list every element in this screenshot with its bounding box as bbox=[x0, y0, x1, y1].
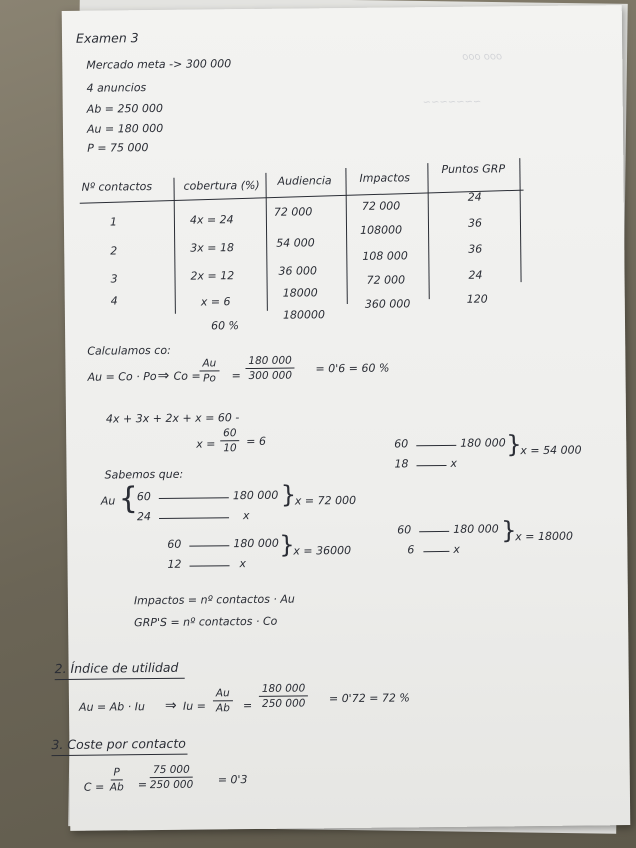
table-column-divider bbox=[265, 173, 268, 311]
proportion-result: x = 72 000 bbox=[294, 493, 357, 508]
fraction-denominator: Po bbox=[203, 372, 216, 385]
table-cell: 72 000 bbox=[361, 199, 401, 213]
fraction-numerator: 180 000 bbox=[259, 682, 309, 697]
grps-formula: GRP'S = nº contactos · Co bbox=[134, 614, 278, 630]
iu-equation-label: Iu = bbox=[182, 699, 207, 713]
proportion-value: 24 bbox=[136, 510, 152, 524]
fraction-numerator: 180 000 bbox=[245, 355, 295, 370]
proportion-line bbox=[159, 517, 229, 519]
table-cell: 24 bbox=[468, 268, 483, 282]
fraction-180000-300000 bbox=[245, 355, 295, 383]
table-cell: 72 000 bbox=[273, 205, 313, 219]
calc-result: = 0'6 = 60 % bbox=[315, 361, 390, 376]
section-3-heading: 3. Coste por contacto bbox=[51, 735, 186, 753]
ab-value: Ab = 250 000 bbox=[86, 101, 164, 116]
proportion-line bbox=[190, 565, 230, 567]
proportion-value: 60 bbox=[167, 537, 182, 551]
proportion-line bbox=[423, 551, 449, 553]
table-column-divider bbox=[427, 163, 430, 299]
fraction-denominator: 250 000 bbox=[261, 697, 306, 710]
column-header-audiencia: Audiencia bbox=[277, 174, 332, 188]
proportion-result: x = 18000 bbox=[515, 529, 574, 544]
calc-formula: Au = Co · Po bbox=[87, 369, 157, 384]
heading-underline bbox=[55, 678, 185, 681]
proportion-line bbox=[416, 465, 446, 467]
table-cell: 108 000 bbox=[362, 249, 408, 263]
table-column-divider bbox=[345, 168, 348, 304]
fraction-numerator: Au bbox=[213, 687, 233, 701]
proportion-value: 18 bbox=[394, 457, 409, 471]
equals-sign: = bbox=[242, 698, 253, 713]
proportion-result: x = 54 000 bbox=[520, 443, 582, 458]
fraction-75000-250000 bbox=[150, 764, 194, 791]
column-header-grp: Puntos GRP bbox=[441, 162, 506, 176]
table-cell: 54 000 bbox=[276, 236, 315, 250]
iu-formula: Au = Ab · Iu bbox=[78, 700, 146, 714]
proportion-value: x bbox=[239, 557, 247, 571]
fraction-60-10 bbox=[220, 427, 240, 454]
proportion-value: x bbox=[242, 509, 250, 523]
fraction-denominator: 10 bbox=[223, 442, 237, 455]
equals-sign: = bbox=[137, 778, 148, 792]
page-title: Examen 3 bbox=[75, 30, 139, 46]
column-header-contactos: Nº contactos bbox=[81, 180, 153, 194]
x-equation-label: x = bbox=[196, 437, 216, 451]
fraction-au-po bbox=[199, 357, 219, 384]
mercado-meta: Mercado meta -> 300 000 bbox=[86, 57, 232, 72]
table-cell: 18000 bbox=[282, 286, 318, 300]
fraction-denominator: Ab bbox=[109, 781, 124, 794]
proportion-result: x = 36000 bbox=[293, 543, 352, 558]
proportion-value: 6 bbox=[407, 543, 415, 557]
proportion-line bbox=[159, 497, 229, 499]
proportion-value: 180 000 bbox=[453, 522, 499, 536]
table-cell: 108000 bbox=[359, 223, 403, 237]
column-header-cobertura: cobertura (%) bbox=[183, 178, 260, 193]
x-result: = 6 bbox=[246, 434, 267, 449]
fraction-denominator: 250 000 bbox=[149, 778, 194, 792]
iu-result: = 0'72 = 72 % bbox=[328, 691, 410, 706]
proportion-value: x bbox=[453, 542, 460, 556]
proportion-value: 60 bbox=[394, 437, 409, 451]
fraction-numerator: Au bbox=[199, 357, 219, 371]
heading-underline bbox=[52, 754, 188, 757]
proportion-value: 180 000 bbox=[460, 436, 506, 450]
proportion-value: 180 000 bbox=[232, 488, 279, 503]
proportion-value: x bbox=[450, 456, 458, 470]
table-cell: 36 bbox=[468, 242, 483, 256]
proportion-value: 60 bbox=[397, 523, 412, 537]
right-brace: } bbox=[506, 430, 522, 459]
au-label: Au bbox=[100, 494, 116, 508]
table-cell: x = 6 bbox=[200, 295, 231, 309]
table-total-grp: 120 bbox=[466, 292, 488, 306]
fraction-p-ab bbox=[110, 766, 124, 793]
table-cell: 36 bbox=[467, 216, 483, 230]
sum-equation: 4x + 3x + 2x + x = 60 - bbox=[105, 411, 240, 426]
table-column-divider bbox=[519, 158, 522, 282]
left-brace: { bbox=[118, 481, 139, 517]
fraction-numerator: 60 bbox=[220, 427, 240, 441]
proportion-value: 12 bbox=[167, 557, 182, 571]
table-cell: 24 bbox=[467, 190, 482, 204]
proportion-line bbox=[189, 545, 229, 547]
coste-result: = 0'3 bbox=[217, 773, 248, 787]
anuncios-count: 4 anuncios bbox=[86, 81, 147, 95]
right-brace: } bbox=[501, 516, 517, 545]
fraction-numerator: P bbox=[110, 766, 122, 780]
table-cell: 2x = 12 bbox=[190, 269, 235, 283]
proportion-line bbox=[416, 445, 456, 447]
implies-arrow: ⇒ bbox=[157, 367, 170, 384]
sabemos-heading: Sabemos que: bbox=[104, 467, 184, 482]
paper-sheet bbox=[51, 5, 631, 831]
table-cell: 1 bbox=[109, 215, 118, 229]
proportion-value: 180 000 bbox=[233, 536, 279, 551]
bleed-through-mark: ~~~~~~~ bbox=[422, 96, 482, 109]
table-cell: 2 bbox=[110, 244, 118, 258]
fraction-numerator: 75 000 bbox=[150, 764, 193, 778]
implies-arrow: ⇒ bbox=[164, 697, 177, 714]
c-equation-label: C = bbox=[83, 780, 105, 794]
table-cell: 72 000 bbox=[366, 273, 406, 287]
right-brace: } bbox=[279, 530, 295, 559]
equals-sign: = bbox=[231, 369, 241, 383]
column-header-impactos: Impactos bbox=[359, 171, 411, 185]
impactos-formula: Impactos = nº contactos · Au bbox=[133, 592, 295, 608]
fraction-denominator: Ab bbox=[215, 702, 230, 715]
co-equation-label: Co = bbox=[173, 369, 201, 383]
table-total-cobertura: 60 % bbox=[210, 319, 240, 333]
fraction-denominator: 300 000 bbox=[248, 369, 293, 383]
section-2-heading: 2. Índice de utilidad bbox=[54, 659, 179, 677]
table-total-audiencia: 180000 bbox=[282, 308, 325, 322]
right-brace: } bbox=[280, 480, 297, 509]
au-value: Au = 180 000 bbox=[86, 121, 164, 136]
fraction-180000-250000 bbox=[259, 682, 309, 710]
table-column-divider bbox=[173, 178, 176, 314]
table-cell: 3x = 18 bbox=[190, 241, 234, 255]
p-value: P = 75 000 bbox=[87, 141, 149, 155]
calc-heading: Calculamos co: bbox=[87, 343, 171, 358]
table-cell: 3 bbox=[110, 272, 118, 286]
bleed-through-mark: ooo ooo bbox=[462, 51, 503, 63]
table-total-impactos: 360 000 bbox=[364, 297, 411, 311]
table-cell: 4x = 24 bbox=[189, 213, 234, 227]
fraction-au-ab bbox=[213, 687, 233, 714]
proportion-value: 60 bbox=[136, 490, 151, 504]
table-cell: 4 bbox=[110, 294, 118, 308]
proportion-line bbox=[419, 531, 449, 533]
table-cell: 36 000 bbox=[278, 264, 318, 278]
